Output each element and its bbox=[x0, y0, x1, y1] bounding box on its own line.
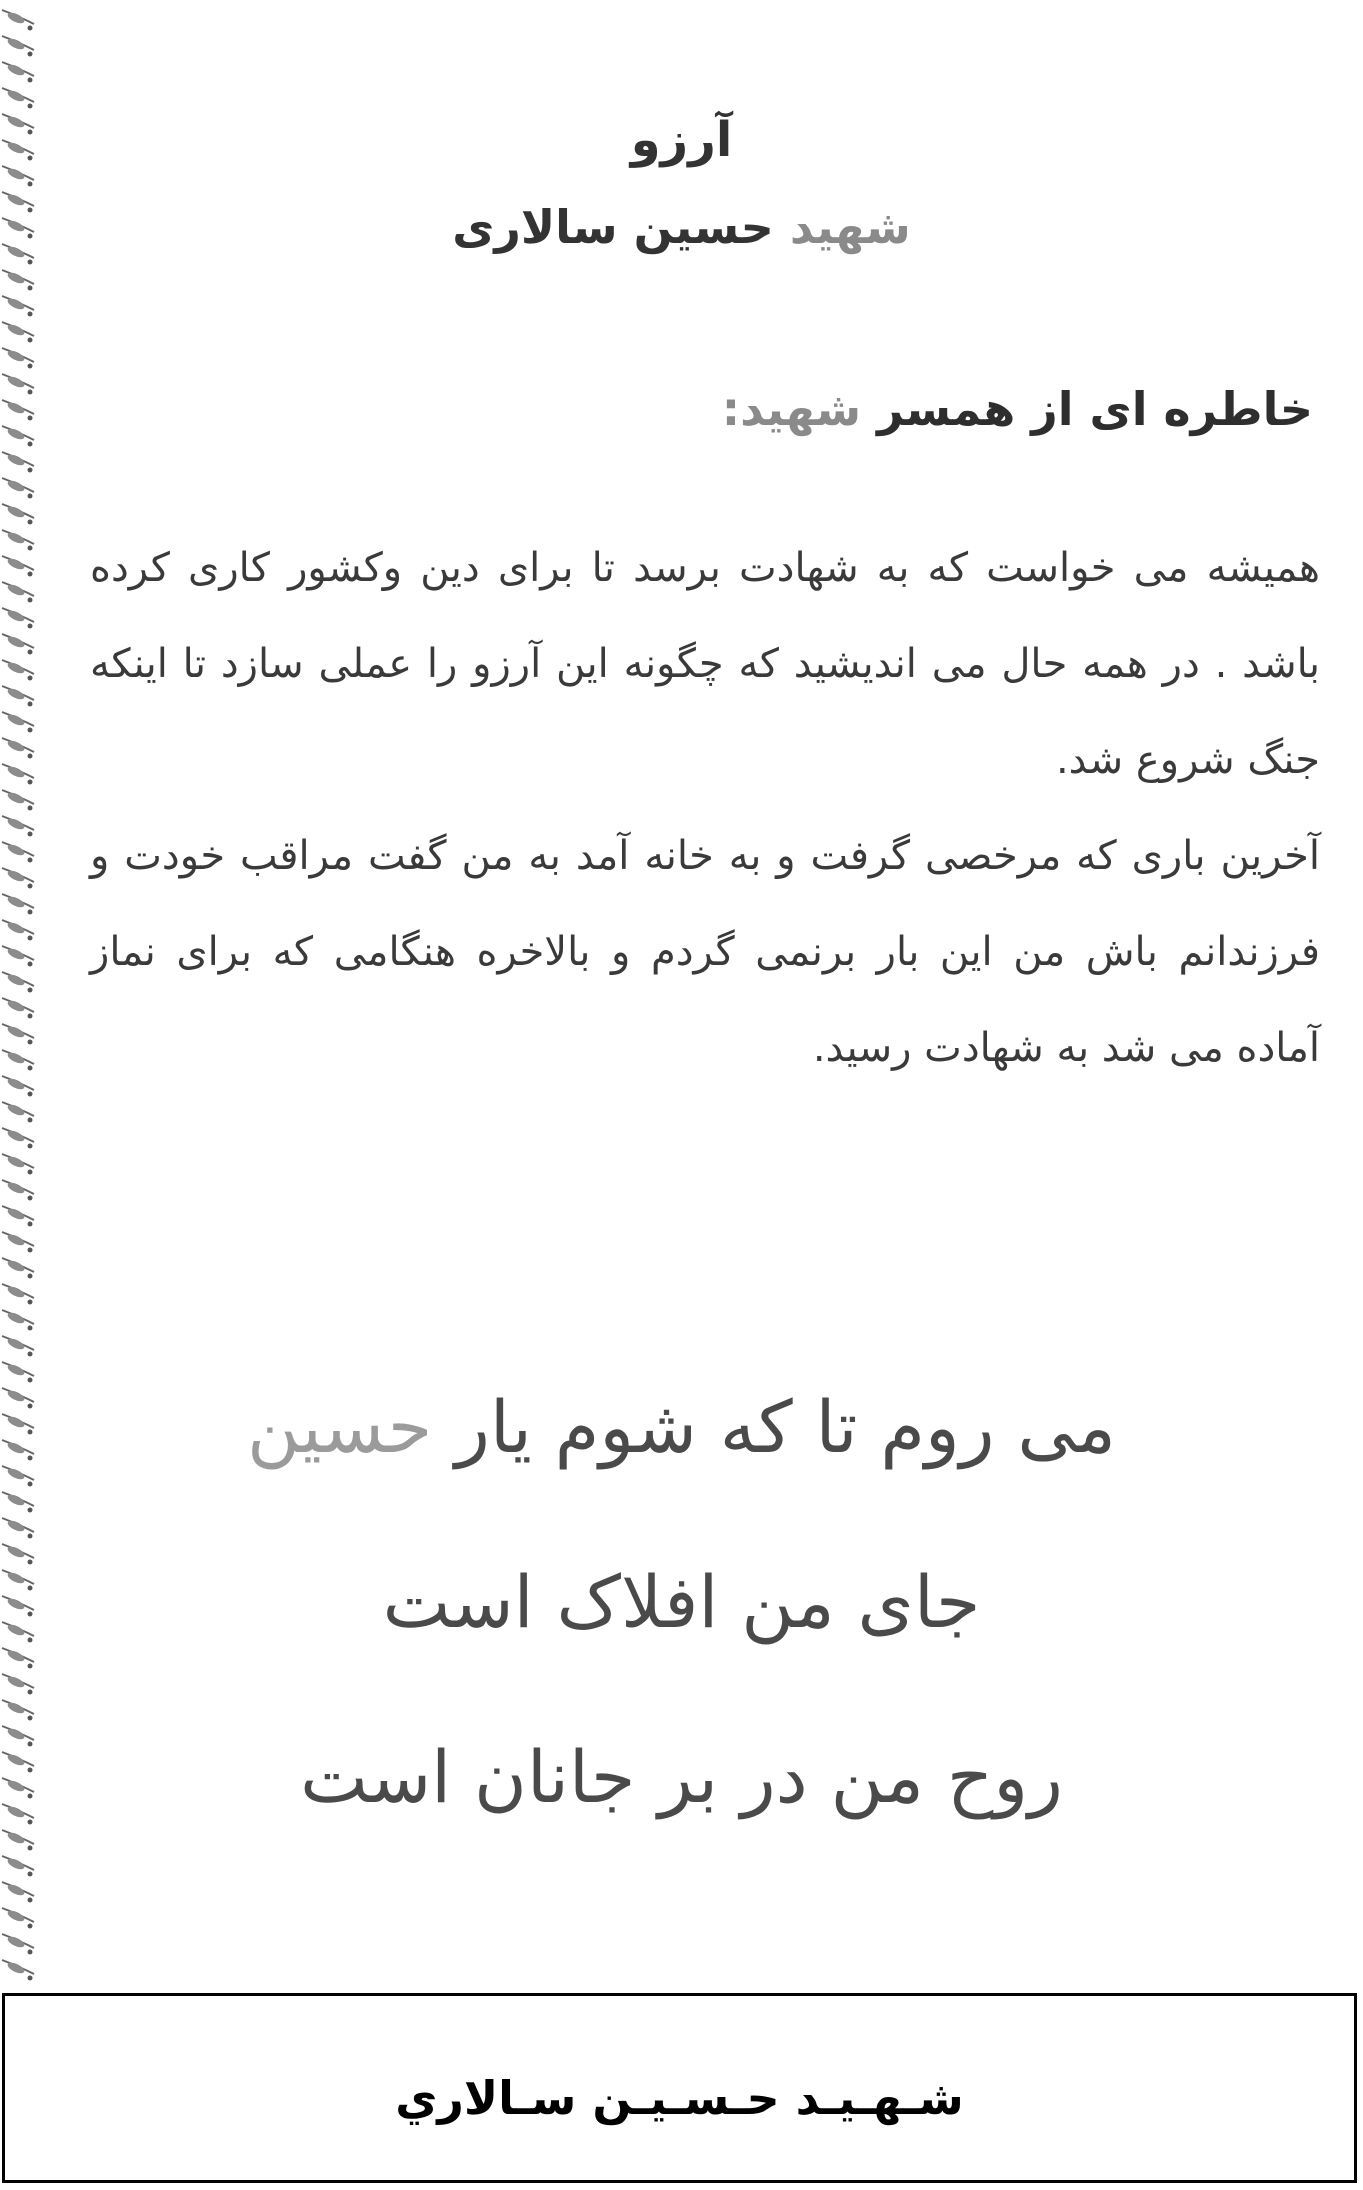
ornament-leaf bbox=[2, 582, 34, 603]
poem-line-1-main: می روم تا که شوم یار bbox=[455, 1385, 1116, 1469]
ornament-leaf bbox=[2, 322, 34, 343]
ornament-leaf bbox=[2, 1154, 34, 1175]
ornament-leaf bbox=[2, 712, 34, 733]
poem bbox=[0, 1340, 1363, 1865]
ornament-leaf bbox=[2, 10, 34, 31]
ornament-leaf bbox=[2, 1050, 34, 1071]
ornament-leaf bbox=[2, 634, 34, 655]
poem-line-1 bbox=[0, 1340, 1363, 1515]
memory-text bbox=[90, 520, 1320, 1096]
ornament-leaf bbox=[2, 426, 34, 447]
footer-label: شـهـیـد حـسـیـن سـالاري bbox=[395, 2071, 964, 2125]
ornament-leaf bbox=[2, 894, 34, 915]
ornament-leaf bbox=[2, 530, 34, 551]
ornament-leaf bbox=[2, 1102, 34, 1123]
ornament-leaf bbox=[2, 556, 34, 577]
ornament-leaf bbox=[2, 36, 34, 57]
ornament-leaf bbox=[2, 660, 34, 681]
ornament-leaf bbox=[2, 946, 34, 967]
ornament-leaf bbox=[2, 1882, 34, 1903]
ornament-leaf bbox=[2, 686, 34, 707]
ornament-leaf bbox=[2, 842, 34, 863]
ornament-leaf bbox=[2, 608, 34, 629]
ornament-leaf bbox=[2, 452, 34, 473]
memory-heading-grey: شهید: bbox=[721, 382, 862, 436]
memory-heading-main: خاطره ای از همسر bbox=[877, 382, 1313, 436]
page-subtitle bbox=[0, 200, 1363, 254]
footer-box bbox=[2, 1993, 1357, 2183]
ornament-leaf bbox=[2, 1908, 34, 1929]
ornament-leaf bbox=[2, 868, 34, 889]
poem-line-1-grey: حسین bbox=[246, 1385, 433, 1469]
ornament-leaf bbox=[2, 998, 34, 1019]
ornament-leaf bbox=[2, 88, 34, 109]
ornament-leaf bbox=[2, 1960, 34, 1981]
ornament-leaf bbox=[2, 400, 34, 421]
ornament-leaf bbox=[2, 738, 34, 759]
ornament-leaf bbox=[2, 1180, 34, 1201]
poem-line-3: روح من در بر جانان است bbox=[300, 1735, 1063, 1819]
ornament-leaf bbox=[2, 1284, 34, 1305]
ornament-leaf bbox=[2, 972, 34, 993]
ornament-leaf bbox=[2, 1258, 34, 1279]
ornament-leaf bbox=[2, 478, 34, 499]
memory-heading bbox=[722, 382, 1313, 436]
ornament-leaf bbox=[2, 1128, 34, 1149]
memory-paragraph: آخرین باری که مرخصی گرفت و به خانه آمد به من گفت مراقب خودت و فرزندانم باش من این بار برنمی گردم و بالاخره هنگامی که برای نماز آماده می شد به شهادت رسید. bbox=[90, 833, 1320, 1071]
ornament-leaf bbox=[2, 764, 34, 785]
page-title: آرزو bbox=[630, 112, 733, 168]
ornament-leaf bbox=[2, 62, 34, 83]
ornament-leaf bbox=[2, 270, 34, 291]
ornament-leaf bbox=[2, 1232, 34, 1253]
ornament-leaf bbox=[2, 790, 34, 811]
memory-paragraph: همیشه می خواست که به شهادت برسد تا برای دین وکشور کاری کرده باشد . در همه حال می اندیشید که چگونه این آرزو را عملی سازد تا اینکه جنگ شروع شد. bbox=[90, 545, 1320, 783]
ornament-leaf bbox=[2, 166, 34, 187]
subtitle-prefix: شهید bbox=[789, 200, 911, 254]
ornament-leaf bbox=[2, 296, 34, 317]
ornament-leaf bbox=[2, 1206, 34, 1227]
ornament-leaf bbox=[2, 1310, 34, 1331]
ornament-leaf bbox=[2, 1024, 34, 1045]
ornament-leaf bbox=[2, 920, 34, 941]
ornament-leaf bbox=[2, 1076, 34, 1097]
poem-line-2: جای من افلاک است bbox=[382, 1560, 981, 1644]
ornament-leaf bbox=[2, 374, 34, 395]
subtitle-name: حسین سالاری bbox=[452, 200, 774, 254]
ornament-leaf bbox=[2, 816, 34, 837]
ornament-leaf bbox=[2, 504, 34, 525]
ornament-leaf bbox=[2, 1934, 34, 1955]
ornament-leaf bbox=[2, 348, 34, 369]
